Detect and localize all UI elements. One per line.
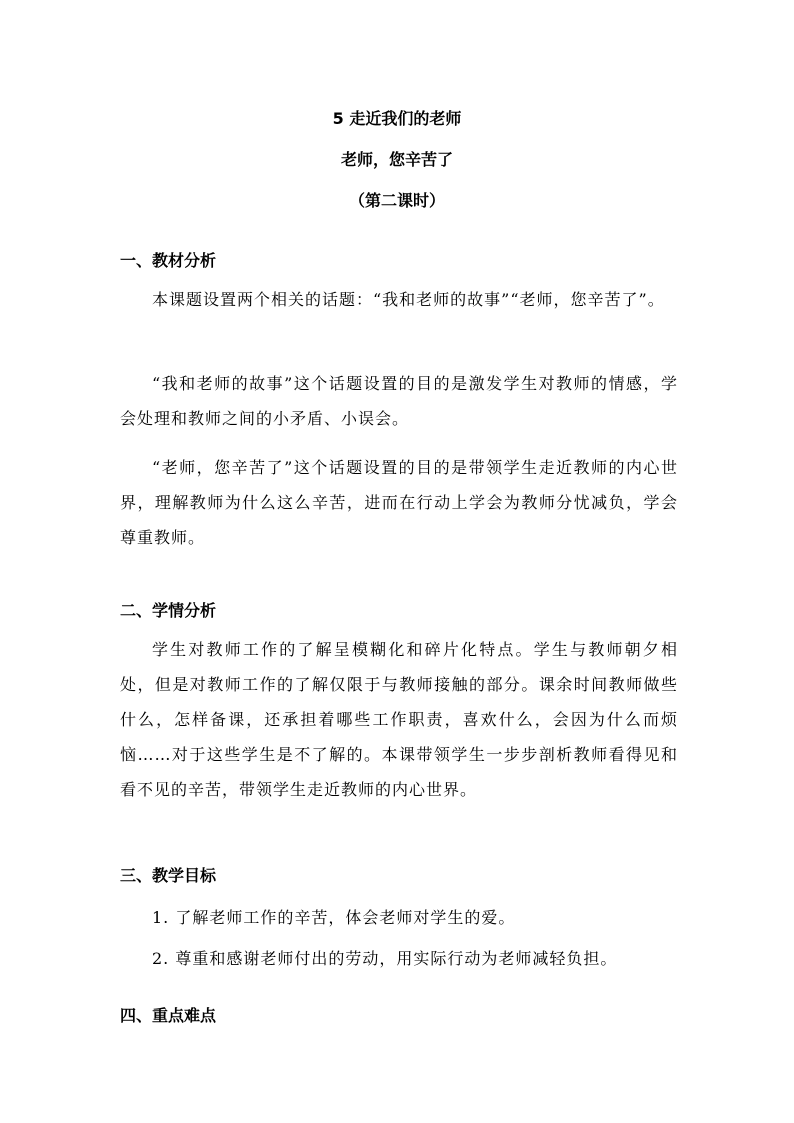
lesson-subtitle: 老师，您辛苦了 — [340, 150, 453, 169]
paragraph: “我和老师的故事”这个话题设置的目的是激发学生对教师的情感，学会处理和教师之间的小矛盾、小误会。 — [120, 374, 678, 428]
paragraph: 本课题设置两个相关的话题：“我和老师的故事”“老师，您辛苦了”。 — [152, 290, 665, 309]
section-heading-key-points: 四、重点难点 — [120, 1006, 217, 1025]
list-item: 1. 了解老师工作的辛苦，体会老师对学生的爱。 — [152, 908, 516, 927]
section-heading-student-analysis: 二、学情分析 — [120, 601, 217, 620]
lesson-title: 5 走近我们的老师 — [332, 109, 462, 128]
lesson-period: （第二课时） — [348, 191, 445, 210]
section-heading-textbook-analysis: 一、教材分析 — [120, 251, 217, 270]
paragraph: “老师，您辛苦了”这个话题设置的目的是带领学生走近教师的内心世界，理解教师为什么这么辛苦，进而在行动上学会为教师分忧减负，学会尊重教师。 — [120, 458, 678, 547]
section-heading-teaching-goals: 三、教学目标 — [120, 866, 217, 885]
paragraph: 学生对教师工作的了解呈模糊化和碎片化特点。学生与教师朝夕相处，但是对教师工作的了解仅限于与教师接触的部分。课余时间教师做些什么，怎样备课，还承担着哪些工作职责，喜欢什么，会因为什么而烦恼……对于这些学生是不了解的。本课带领学生一步步剖析教师看得见和看不见的辛苦，带领学生走近教师的内心世界。 — [120, 640, 678, 799]
list-item: 2. 尊重和感谢老师付出的劳动，用实际行动为老师减轻负担。 — [152, 949, 618, 968]
